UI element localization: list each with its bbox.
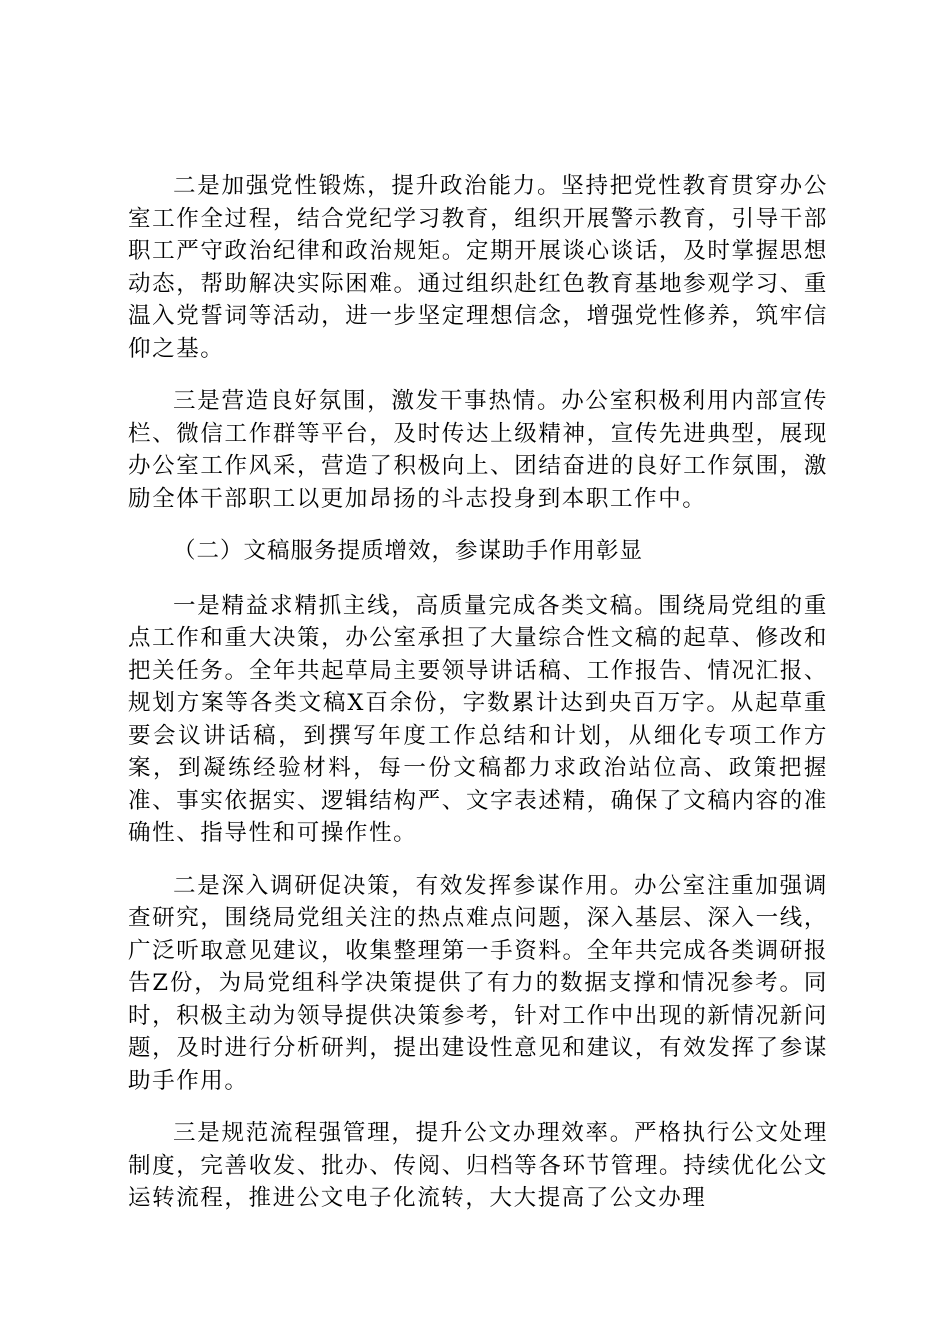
document-body (128, 170, 828, 1235)
section-heading-drafting-service: （二）文稿服务提质增效，参谋助手作用彰显 (173, 538, 644, 564)
paragraph-research: 二是深入调研促决策，有效发挥参谋作用。办公室注重加强调查研究，围绕局党组关注的热点难点问题，深入基层、深入一线，广泛听取意见建议，收集整理第一手资料。全年共完成各类调研报告Z份，为局党组科学决策提供了有力的数据支撑和情况参考。同时，积极主动为领导提供决策参考，针对工作中出现的新情况新问题，及时进行分析研判，提出建设性意见和建议，有效发挥了参谋助手作用。 (128, 872, 828, 1094)
paragraph-document-process: 三是规范流程强管理，提升公文办理效率。严格执行公文处理制度，完善收发、批办、传阅、归档等各环节管理。持续优化公文运转流程，推进公文电子化流转，大大提高了公文办理 (128, 1120, 828, 1211)
paragraph-atmosphere: 三是营造良好氛围，激发干事热情。办公室积极利用内部宣传栏、微信工作群等平台，及时传达上级精神，宣传先进典型，展现办公室工作风采，营造了积极向上、团结奋进的良好工作氛围，激励全体干部职工以更加昂扬的斗志投身到本职工作中。 (128, 388, 828, 512)
paragraph-party-training: 二是加强党性锻炼，提升政治能力。坚持把党性教育贯穿办公室工作全过程，结合党纪学习教育，组织开展警示教育，引导干部职工严守政治纪律和政治规矩。定期开展谈心谈话，及时掌握思想动态，帮助解决实际困难。通过组织赴红色教育基地参观学习、重温入党誓词等活动，进一步坚定理想信念，增强党性修养，筑牢信仰之基。 (128, 173, 828, 362)
paragraph-drafting: 一是精益求精抓主线，高质量完成各类文稿。围绕局党组的重点工作和重大决策，办公室承担了大量综合性文稿的起草、修改和把关任务。全年共起草局主要领导讲话稿、工作报告、情况汇报、规划方案等各类文稿X百余份，字数累计达到央百万字。从起草重要会议讲话稿，到撰写年度工作总结和计划，从细化专项工作方案，到凝练经验材料，每一份文稿都力求政治站位高、政策把握准、事实依据实、逻辑结构严、文字表述精，确保了文稿内容的准确性、指导性和可操作性。 (128, 592, 828, 846)
